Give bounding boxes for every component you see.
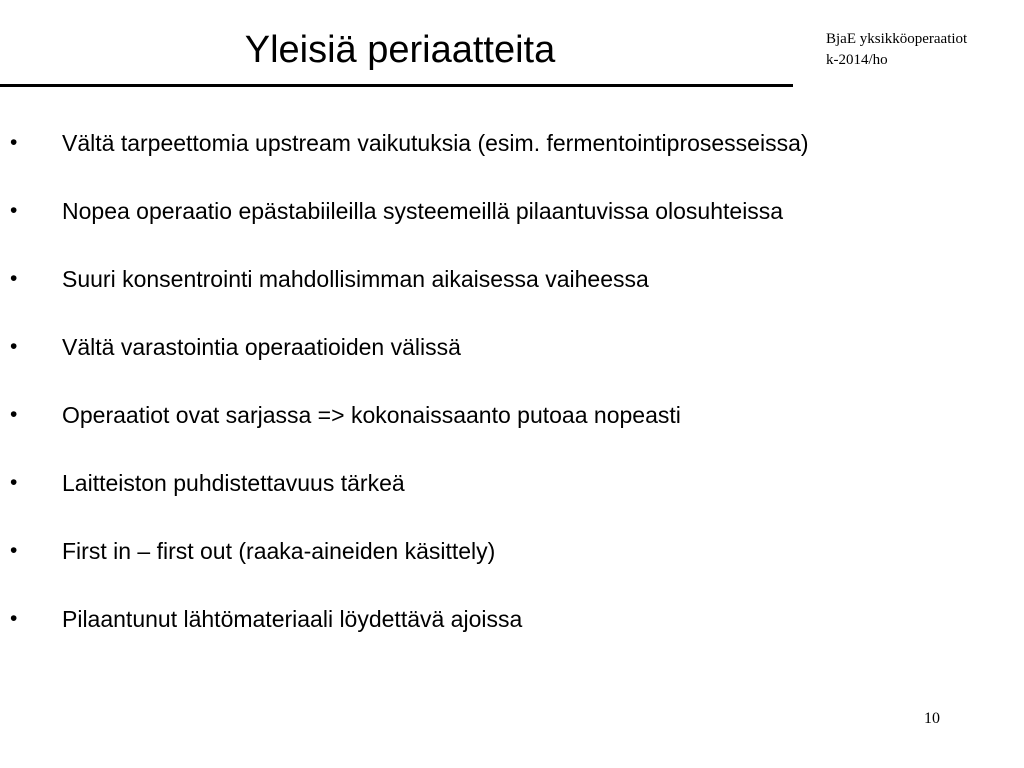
bullet-icon: • [10,199,18,222]
bullet-icon: • [10,607,18,630]
bullet-item [0,259,1010,327]
bullet-icon: • [10,539,18,562]
bullet-item [0,395,1010,463]
title-underline [0,84,793,87]
header-note [826,29,1022,71]
slide-title: Yleisiä periaatteita [244,29,556,71]
bullet-icon: • [10,267,18,290]
bullet-item [0,599,1010,667]
bullet-item [0,463,1010,531]
page-number: 10 [924,710,940,727]
bullet-list [0,123,1010,667]
bullet-text: Suuri konsentrointi mahdollisimman aikaisessa vaiheessa [62,266,649,292]
bullet-text: Vältä varastointia operaatioiden välissä [62,334,461,360]
bullet-item [0,327,1010,395]
bullet-icon: • [10,403,18,426]
bullet-text: Pilaantunut lähtömateriaali löydettävä ajoissa [62,606,523,632]
bullet-icon: • [10,335,18,358]
bullet-item [0,531,1010,599]
bullet-text: Vältä tarpeettomia upstream vaikutuksia (esim. fermentointiprosesseissa) [62,130,809,156]
bullet-text: Nopea operaatio epästabiileilla systeemeillä pilaantuvissa olosuhteissa [62,198,784,224]
bullet-text: Laitteiston puhdistettavuus tärkeä [62,470,405,496]
bullet-icon: • [10,131,18,154]
bullet-text: First in – first out (raaka-aineiden käsittely) [62,538,496,564]
bullet-item [0,123,1010,191]
bullet-text: Operaatiot ovat sarjassa => kokonaissaanto putoaa nopeasti [62,402,681,428]
header-note-line-2: k-2014/ho [826,52,888,68]
bullet-icon: • [10,471,18,494]
bullet-item [0,191,1010,259]
header-note-line-1: BjaE yksikköoperaatiot [826,31,968,47]
